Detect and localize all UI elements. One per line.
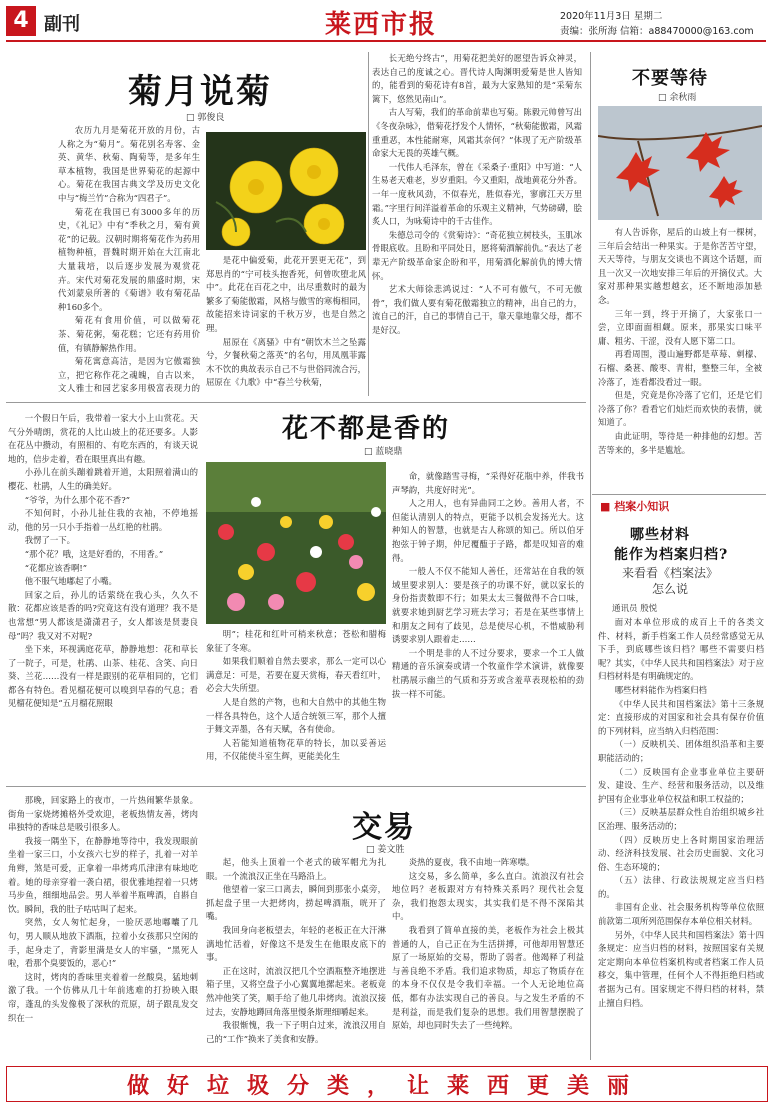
paragraph: 那晚，回家路上的夜市，一片热闹繁华景象。街角一家烧烤摊格外受欢迎，老板热情友善，烤肉串独特的香味总是吸引很多人。: [8, 795, 198, 833]
article4-body: [598, 226, 762, 490]
paragraph: 面对本单位形成的成百上千的各类文件、材料，新手档案工作人员经常感觉无从下手，到底哪些该归档？哪些不需要归档呢？其实，《中华人民共和国档案法》对于应归档材料是有明确规定的。: [598, 617, 764, 682]
paragraph: （二）反映国有企业事业单位主要研发、建设、生产、经营和服务活动，以及维护国有企业事业单位权益和职工权益的；: [598, 766, 764, 804]
article4-byline: □ 余秋雨: [658, 93, 697, 103]
paragraph: 一代伟人毛泽东，曾在《采桑子·重阳》中写道：“人生易老天难老，岁岁重阳。今又重阳，战地黄花分外香。一年一度秋风劲，不似春光，胜似春光，寥廓江天万里霜。”字里行间洋溢着革命的乐观主义精神，气势磅礴，脍炙人口，为咏菊诗中的千古佳作。: [372, 161, 582, 227]
paragraph: 是花中偏爱菊，此花开罢更无花”，到郑思肖的“宁可枝头抱香死，何曾吹堕北风中”。此花在百花之中，出尽重数时的最为繁多了菊能傲霜，风格与傲雪的寒梅相同，故能招来诗词家的千秋万岁，也是自然之理。: [206, 255, 366, 333]
flower-garden-icon: [206, 462, 386, 624]
knowledge-subtitle-2: 怎么说: [652, 582, 689, 596]
paragraph: 如果我们顺着自然去要求，那么一定可以心满意足：可是，若要在夏天赏梅，春天看红叶，必会大失所望。: [206, 656, 386, 694]
knowledge-title-1: 哪些材料: [630, 527, 690, 543]
paragraph: （三）反映基层群众性自治组织城乡社区治理、服务活动的；: [598, 807, 764, 831]
article4-title: 不要等待: [632, 68, 708, 89]
paragraph: 人之用人，也有异曲同工之妙。善用人者，不但能认清别人的特点，更能予以机会发扬光大。这种知人的智慧，也就是古人称颂的知己。所以伯牙抱弦于钟子期，仲尼覆醢于子路，都是叹知音的难得。: [392, 498, 584, 563]
paragraph: 再看周围，漫山遍野都是草莓、刺檬、石榴、桑葚、酸枣、青柑，整整三年，全被冷落了，连看都没看过一眼。: [598, 349, 762, 387]
paragraph: “那个花？哦，这是好看的，不用香。”: [24, 548, 164, 559]
paragraph: 人若能知道植物花草的特长，加以妥善运用，不仅能使斗室生辉，更能美化生: [206, 737, 386, 762]
article1-col3: [372, 52, 582, 396]
knowledge-section: ■ 档案小知识: [600, 500, 670, 513]
paragraph: 我接一隅坐下，在静静地等待中，我发现眼前坐着一家三口，小女孩六七岁的样子，扎着一对羊角辫，煞是可爱，正拿着一串烤鸡爪津津有味地吃着。她的母亲穿着一袭白裙，很优雅地捏着一只烤马步鱼，细细地品尝。男人举着半瓶啤酒，自斟自饮。瞬间，我的肚子咕咕叫了起来。: [8, 835, 198, 914]
section-name: 副刊: [44, 14, 80, 35]
article2-col1: [8, 412, 198, 780]
paragraph: 他不服气地嘟起了小嘴。: [24, 576, 117, 587]
knowledge-title-2: 能作为档案归档?: [614, 547, 729, 563]
article2-byline: □ 蓝晓鼎: [364, 447, 403, 457]
knowledge-subtitle-1: 来看看《档案法》: [622, 566, 719, 580]
article2-col2: [206, 628, 386, 780]
paragraph: 突然，女人匆忙起身，一脸厌恶地嘟囔了几句，男人顺从地放下酒瓶，拉着小女孩那只空闲的手，起身走了，背影里满是女人的牢骚，“黑死人啦，看那个臭要饭的，恶心!”: [8, 917, 198, 969]
maple-leaf-icon: [598, 106, 762, 220]
paragraph: 他望着一家三口离去，瞬间到那张小桌旁，抓起盘子里一大把烤肉，捞起啤酒瓶，咣开了嘴。: [206, 884, 386, 922]
divider: [6, 786, 586, 787]
paragraph: 《中华人民共和国档案法》第十三条规定：直接形成的对国家和社会具有保存价值的下列材料，应当纳入归档范围：: [598, 698, 764, 736]
chrysanthemum-photo: [206, 132, 366, 250]
paragraph: 不知何时，小孙儿扯住我的衣袖，不停地摇动，他的另一只小手指着一丛红艳的杜鹃。: [8, 508, 198, 532]
knowledge-byline: 通讯员 殷悦: [612, 604, 658, 614]
divider: [590, 52, 591, 1060]
article3-title: 交易: [352, 810, 416, 845]
paragraph: 哪些材料能作为档案归档: [614, 684, 707, 695]
article2-title: 花不都是香的: [282, 414, 451, 444]
article1-title: 菊月说菊: [128, 72, 272, 112]
knowledge-body: [598, 616, 764, 1062]
paragraph: 农历九月是菊花开放的月份，古人称之为“菊月”。菊花别名寿客、金英、黄华、秋菊、陶菊等，是多年生草本植物，我国是世界菊花的起源中心。菊花在我国古典文学及历史文化中与“梅兰竹”合称为“四君子”。: [58, 125, 200, 203]
paragraph: 炎热的夏夜，我不由地一阵寒噤。: [408, 857, 535, 867]
paragraph: 但是，究竟是你冷落了它们，还是它们冷落了你？看看它们灿烂而欢快的表情，就知道了。: [598, 390, 762, 428]
paragraph: “花都应该香啊!”: [24, 562, 87, 573]
paragraph: 长无绝兮终古”，用菊花把美好的愿望告诉众神灵，表达自己的度诚之心。晋代诗人陶渊明爱菊是世人皆知的，能看到的菊花诗有8首，最为大家熟知的是“采菊东篱下，悠然见南山”。: [372, 53, 582, 104]
paragraph: 人是自然的产物，也和大自然中的其他生物一样各具特色，这个人适合统领三军，那个人擅于舞文弄墨，各有天赋，各有使命。: [206, 696, 386, 735]
paragraph: 三年一到，终于开摘了，大家张口一尝，立即面面相觑。原来，那果实口味平庸、粗劣、干涩，没有人愿下第二口。: [598, 308, 762, 346]
paragraph: 菊花在我国已有3000多年的历史，《礼记》中有“季秋之月，菊有黄花”的记载。汉朝时期将菊花作为药用植物种植，晋魏时期开始在大江南北大量栽培，以后逐步发展为观赏花卉。宋代对菊花发展的鼎盛时期，宋代刘蒙泉所著的《菊谱》收有菊花品种160多个。: [58, 206, 200, 312]
paragraph: 一个假日午后，我带着一家大小上山赏花。天气分外晴朗，赏花的人比山坡上的花还要多。人影在花丛中攒动，有照相的、有吃东西的，有谈天说地的，信步走着，看在眼里真出有趣。: [8, 413, 198, 464]
header-rule: [6, 40, 766, 42]
editor-info: 责编：张所海 信箱：a88470000@163.com: [560, 26, 754, 37]
paragraph: 菊花有食用价值，可以做菊花茶、菊花粥，菊花糕；它还有药用价值，有镇静解热作用。: [58, 315, 200, 353]
newspaper-logo: 莱西市报: [325, 10, 438, 40]
article3-byline: □ 姜文胜: [366, 845, 405, 855]
paragraph: 我看到了简单直接的美，老板作为社会上极其普通的人，自己正在为生活拼搏，可他却用智慧还原了一场原始的交易，帮助了弱者。他竭释了利益与善良绝不矛盾。我们追求物质，却忘了物质存在的本身不仅仅是令我们幸福。一个人无论地位高低，都有办法实现自己的善良。与之发生矛盾的不是利益，而是我们复杂的思想。我们用智慧摆脱了原始，却也同时失去了一些纯粹。: [392, 924, 584, 1031]
paragraph: 一般人不仅不能知人善任，还常站在自我的领域里要求别人：要是孩子的功课不好，就以家长的身份指责数即不行；如果太太三餐做得不合口味，就要求她到厨艺学习班去学习；若是在某些事情上和朋友之间有了歧见，总是使尽心机，不惜威胁利诱要求别人跟着走……: [392, 566, 584, 645]
issue-date: 2020年11月3日 星期二: [560, 11, 663, 22]
paragraph: 屈原在《离骚》中有“朝饮木兰之坠露兮，夕餐秋菊之落英”的名句，用凤凰菲露木不饮的典故表示自己不与世俗同流合污，屈原在《九歌》中“春兰兮秋菊，: [206, 336, 366, 388]
paragraph: 一个明是非的人不过分要求，要求一个工人做精通的音乐演奏或请一个牧童作学术演讲，就像要杜鹃展示幽兰的气质和芬芳或含羞草表现松柏的劲拔一样不可能。: [392, 647, 584, 699]
banner-slogan: 做好垃圾分类，让莱西更美丽: [126, 1072, 647, 1099]
paragraph: 古人写菊，我们的革命前辈也写菊。陈毅元帅曾写出《冬夜杂咏》，借菊花抒发个人情怀，“秋菊能傲霜，风霜重重恶，本性能耐寒，风霜其奈何？”体现了无产阶级革命家大无畏的英雄气概。: [372, 107, 582, 159]
article3-col1: [8, 794, 198, 1062]
divider: [592, 494, 766, 495]
paragraph: 这交易，多么简单，多么直白。流浪汉有社会地位吗？老板跟对方有特殊关系吗？现代社会复杂，我们抱怨太现实，其实我们是不得不深陷其中。: [392, 870, 584, 922]
paragraph: 命，就像踏雪寻梅，“采得好花瓶中养，伴我书声琴韵，共度好时光”。: [392, 471, 584, 495]
divider: [368, 52, 369, 396]
paragraph: （五）法律、行政法规规定应当归档的。: [598, 875, 764, 899]
article1-byline: □ 郭俊良: [186, 113, 225, 123]
chrysanthemum-icon: [206, 132, 366, 250]
article1-col1: [58, 124, 200, 396]
paragraph: 由此证明，等待是一种排他的幻想。苦苦等来的，多半是尴尬。: [598, 430, 762, 455]
paragraph: 这时，烤肉的香味里夹着着一丝酸臭，猛地刺激了我。一个仿佛从几十年前逃难的打扮映入眼帘，蓬乱的头发像极了深秋的荒原，胡子跟乱发交织在一: [8, 971, 198, 1023]
paragraph: 非国有企业、社会服务机构等单位依照前款第二项所列范围保存本单位相关材料。: [598, 902, 764, 927]
divider: [6, 402, 586, 403]
paragraph: 起，他头上顶着一个老式的破军帽尤为扎眼。一个流浪汉正坐在马路沿上。: [206, 857, 386, 881]
paragraph: 菊花寓意高洁，是因为它傲霜独立，把它称作花之魂魄，自古以来，文人雅士和园艺家多用极富表现力的: [58, 356, 200, 394]
paragraph: （一）反映机关、团体组织沿革和主要职能活动的；: [598, 739, 764, 763]
page-number: 4: [6, 6, 36, 36]
article3-col3: [392, 856, 584, 1062]
article1-col2: [206, 254, 366, 396]
article3-col2: [206, 856, 386, 1062]
paragraph: 正在这时，流浪汉把几个空酒瓶整齐地摆进箱子里，又将空盘子小心翼翼地摞起来。老板竟然冲他笑了笑，顺手给了他几串烤肉。流浪汉接过去，安静地蹲回角落里慢条斯理细嚼起来。: [206, 965, 386, 1017]
paragraph: 我愣了一下。: [24, 535, 76, 546]
paragraph: 我很惭愧，我一下子明白过来，流浪汉用自己的“工作”换来了美食和安静。: [206, 1020, 386, 1044]
paragraph: 小孙儿在前头蹦着跳着开道，太阳照着满山的樱花、杜鹃，人生的确美好。: [8, 467, 198, 491]
paragraph: 我回身向老板望去，年轻的老板正在大汗淋漓地忙活着，好像这不是发生在他眼皮底下的事。: [206, 924, 386, 963]
paragraph: （四）反映历史上各时期国家治理活动、经济科技发展、社会历史面貌、文化习俗、生态环境的；: [598, 834, 764, 872]
paragraph: 艺术大师徐悲鸿说过：“人不可有傲气，不可无傲骨”，我们做人要有菊花傲霜独立的精神，出自己的力，流自己的汗，自己的事情自己干，靠天靠地靠父母，都不是好汉。: [372, 284, 582, 335]
paragraph: 坐下来，环视满庭花草，静静地想：花和草长了一院子，可是，杜鹃、山茶、桂花、含笑、向日葵、兰花……没有一样是跟别的花草相同的，它们都各有特色。看见榴花便可以嗅到早春的气息；看见榴花便知是“五月榴花照眼: [8, 644, 198, 709]
paragraph: 回家之后，孙儿的话萦绕在我心头，久久不散：花都应该是香的吗?究竟这有没有道理？我不是也常想“男人都该是潇潇君子，女人都该是贤妻良母”吗？我又对不对呢?: [8, 589, 198, 641]
paragraph: “爷爷，为什么那个花不香?”: [24, 494, 130, 505]
autumn-leaves-photo: [598, 106, 762, 220]
flower-garden-photo: [206, 462, 386, 624]
paragraph: 朱德总司令的《赏菊诗》：“奇花独立树枝头，玉肌冰骨眼底收。且盼和平同处日，愿将菊酒解前仇。”表达了老辈无产阶级革命家企盼和平，用菊酒化解前仇的博大情怀。: [372, 229, 582, 281]
footer-banner: [6, 1066, 768, 1102]
article2-col3: [392, 470, 584, 780]
paragraph: 有人告诉你，屋后的山坡上有一棵树，三年后会结出一种果实。于是你苦苦守望，天天等待，与朋友交谈也不离这个话题，而且一次又一次地安排三年后的开摘仪式。大家对那种果实越想越玄，还不断地添加悬念。: [598, 227, 762, 305]
paragraph: 明”；桂花和红叶可梢来秋意；苍松和腊梅象征了冬寒。: [206, 629, 386, 653]
paragraph: 另外，《中华人民共和国档案法》第十四条规定：应当归档的材料，按照国家有关规定定期向本单位档案机构或者档案工作人员移交，集中管理，任何个人不得拒绝归档或者据为己有。国家规定不得归档的材料，禁止擅自归档。: [598, 929, 764, 1008]
